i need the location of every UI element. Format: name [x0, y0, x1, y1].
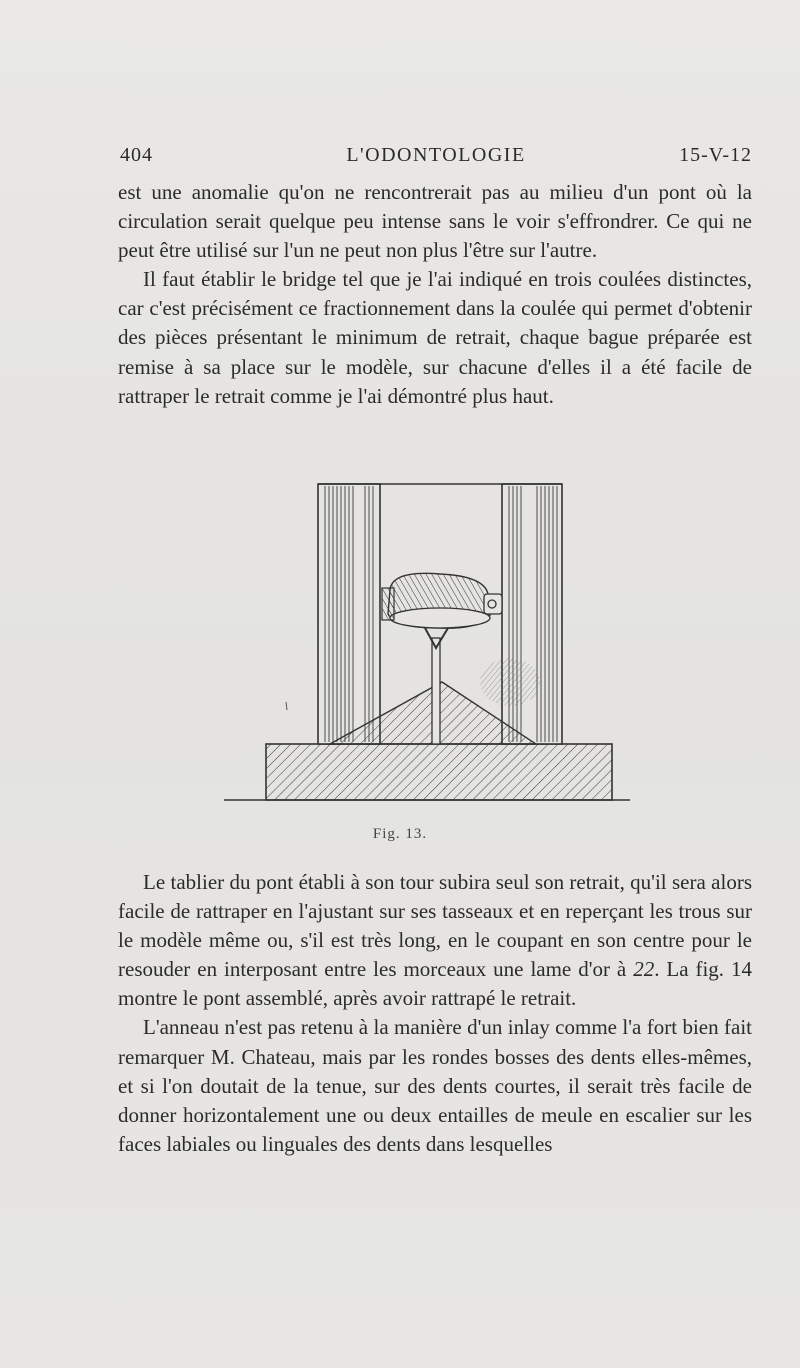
- running-header: [120, 144, 752, 174]
- issue-date: 15-V-12: [679, 144, 752, 166]
- paragraph-3-number: 22: [633, 957, 655, 982]
- text-block-top: [118, 178, 752, 411]
- paragraph-3-part-a: Le tablier du pont établi à son tour subira seul son retrait, qu'il sera alors facile de rattraper en l'ajustant sur ses tasseaux et en reperçant les trous sur le modèle même ou, s'il est très long, en le coupant en son centre pour le resouder en interposant entre les morceaux une lame d'or à: [118, 870, 752, 982]
- paragraph-1: est une anomalie qu'on ne rencontrerait pas au milieu d'un pont où la circulation serait quelque peu intense sans le voir s'effrondrer. Ce qui ne peut être utilisé sur l'un ne peut non plus l'être sur l'autre.: [118, 180, 752, 263]
- paragraph-3-part-b: . La fig. 14 montre le pont assemblé, après avoir rattrapé le retrait.: [118, 957, 752, 1011]
- paragraph-2: Il faut établir le bridge tel que je l'ai indiqué en trois coulées distinctes, car c'est précisément ce fractionnement dans la coulée qui permet d'obtenir des pièces présentant le minimum de retrait, chaque bague préparée est remise à sa place sur le modèle, sur chacune d'elles il a été facile de rattraper le retrait comme je l'ai démontré plus haut.: [118, 267, 752, 408]
- page-number: 404: [120, 144, 153, 166]
- journal-title: L'ODONTOLOGIE: [346, 144, 526, 166]
- paragraph-3: [118, 868, 752, 1013]
- figure-caption: Fig. 13.: [372, 826, 428, 842]
- bridge-casting-drawing: [220, 478, 632, 808]
- text-block-bottom: [118, 868, 752, 1159]
- figure-illustration: [220, 478, 632, 808]
- paragraph-4: L'anneau n'est pas retenu à la manière d'un inlay comme l'a fort bien fait remarquer M. Chateau, mais par les rondes bosses des dents elles-mêmes, et si l'on doutait de la tenue, sur des dents courtes, il serait très facile de donner horizontalement une ou deux entailles de meule en escalier sur les faces labiales ou linguales des dents dans lesquelles: [118, 1015, 752, 1156]
